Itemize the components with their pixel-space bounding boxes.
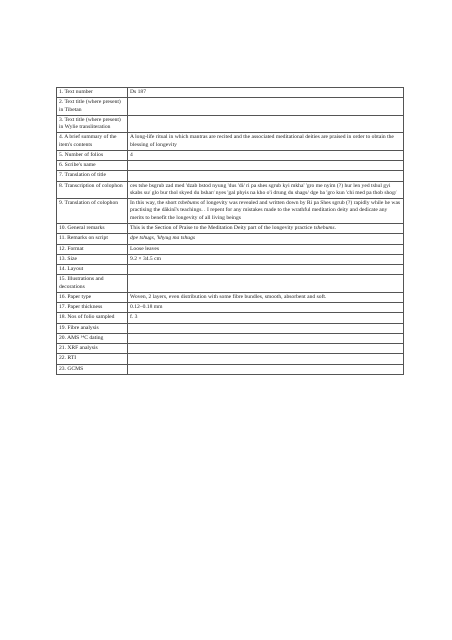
- value-text: This is the Section of Praise to the Meditation Deity part of the longevity practice: [130, 224, 314, 231]
- row-value: ces tshe bsgrub zad med 'dzab bstod nyung 'dus 'di/ ri pa shes sgrub kyi mkha' 'gro me nyim (?) hur len yed tshul gyi skabs su/ glo bur thol skyed du bshar/ nyes 'gal phyis na kho o'i drung du shags/ dge ba 'gro kun 'chi med pa thob shog/: [128, 181, 404, 199]
- row-value: [128, 171, 404, 181]
- row-label: 10. General remarks: [57, 223, 128, 233]
- table-row: [57, 161, 404, 171]
- table-row: [57, 333, 404, 343]
- row-value: [128, 364, 404, 374]
- row-label: 15. Illustrations and decorations: [57, 275, 128, 293]
- value-text: of longevity was revealed and written down by Ri pa Shes sgrub (?) rapidly while he was practising the dākinī's teachings. . I repent for any mistakes made to the wrathful meditation deity and dedicate any merits to benefit the longevity of all living beings: [130, 200, 401, 221]
- row-label: 18. Nos of folio sampled: [57, 313, 128, 323]
- value-text: In this way, the short: [130, 200, 179, 207]
- row-label: 5. Number of folios: [57, 150, 128, 160]
- table-row: [57, 133, 404, 151]
- row-label: 14. Layout: [57, 265, 128, 275]
- row-value: [128, 115, 404, 133]
- table-row: [57, 88, 404, 98]
- row-value: [128, 223, 404, 233]
- italic-term: dpe tshugs, 'khyug ma tshugs: [130, 235, 196, 242]
- table-row: [57, 292, 404, 302]
- table-row: [57, 354, 404, 364]
- row-label: 1. Text number: [57, 88, 128, 98]
- row-label: 11. Remarks on script: [57, 234, 128, 244]
- row-label: 8. Transcription of colophon: [57, 181, 128, 199]
- row-value: [128, 234, 404, 244]
- row-label: 17. Paper thickness: [57, 303, 128, 313]
- table-row: [57, 150, 404, 160]
- row-value: [128, 98, 404, 116]
- row-value: [128, 265, 404, 275]
- row-label: 6. Scribe's name: [57, 161, 128, 171]
- row-label: 21. XRF analysis: [57, 344, 128, 354]
- row-label: 22. RTI: [57, 354, 128, 364]
- row-label: 4. A brief summary of the item's contents: [57, 133, 128, 151]
- row-label: 13. Size: [57, 254, 128, 264]
- table-row: [57, 313, 404, 323]
- table-row: [57, 181, 404, 199]
- table-row: [57, 115, 404, 133]
- catalog-table: [56, 87, 404, 375]
- row-value: Ds 187: [128, 88, 404, 98]
- row-value: A long-life ritual in which mantras are recited and the associated meditational deities are praised in order to obtain the blessing of longevity: [128, 133, 404, 151]
- italic-term: tshebums: [313, 224, 335, 231]
- row-label: 7. Translation of title: [57, 171, 128, 181]
- row-value: f. 3: [128, 313, 404, 323]
- row-value: [128, 275, 404, 293]
- row-value: 9.2 × 34.5 cm: [128, 254, 404, 264]
- table-row: [57, 244, 404, 254]
- table-row: [57, 223, 404, 233]
- row-value: 4: [128, 150, 404, 160]
- row-value: [128, 161, 404, 171]
- row-value: Woven, 2 layers, even distribution with some fibre bundles, smooth, absorbent and soft.: [128, 292, 404, 302]
- italic-term: tshebums: [178, 200, 199, 207]
- row-label: 16. Paper type: [57, 292, 128, 302]
- row-value: Loose leaves: [128, 244, 404, 254]
- table-row: [57, 98, 404, 116]
- table-row: [57, 199, 404, 224]
- row-value: [128, 333, 404, 343]
- row-label: 2. Text title (where present) in Tibetan: [57, 98, 128, 116]
- table-row: [57, 344, 404, 354]
- table-row: [57, 364, 404, 374]
- row-value: [128, 344, 404, 354]
- table-row: [57, 303, 404, 313]
- row-label: 20. AMS ¹⁴C dating: [57, 333, 128, 343]
- row-label: 9. Translation of colophon: [57, 199, 128, 224]
- table-row: [57, 265, 404, 275]
- row-label: 3. Text title (where present) in Wylie transliteration: [57, 115, 128, 133]
- table-row: [57, 234, 404, 244]
- value-text: .: [334, 224, 337, 231]
- table-row: [57, 171, 404, 181]
- table-row: [57, 323, 404, 333]
- row-label: 12. Format: [57, 244, 128, 254]
- table-row: [57, 275, 404, 293]
- row-value: [128, 354, 404, 364]
- table-row: [57, 254, 404, 264]
- row-value: [128, 199, 404, 224]
- row-label: 23. GCMS: [57, 364, 128, 374]
- row-value: [128, 323, 404, 333]
- row-label: 19. Fibre analysis: [57, 323, 128, 333]
- row-value: 0.12–0.18 mm: [128, 303, 404, 313]
